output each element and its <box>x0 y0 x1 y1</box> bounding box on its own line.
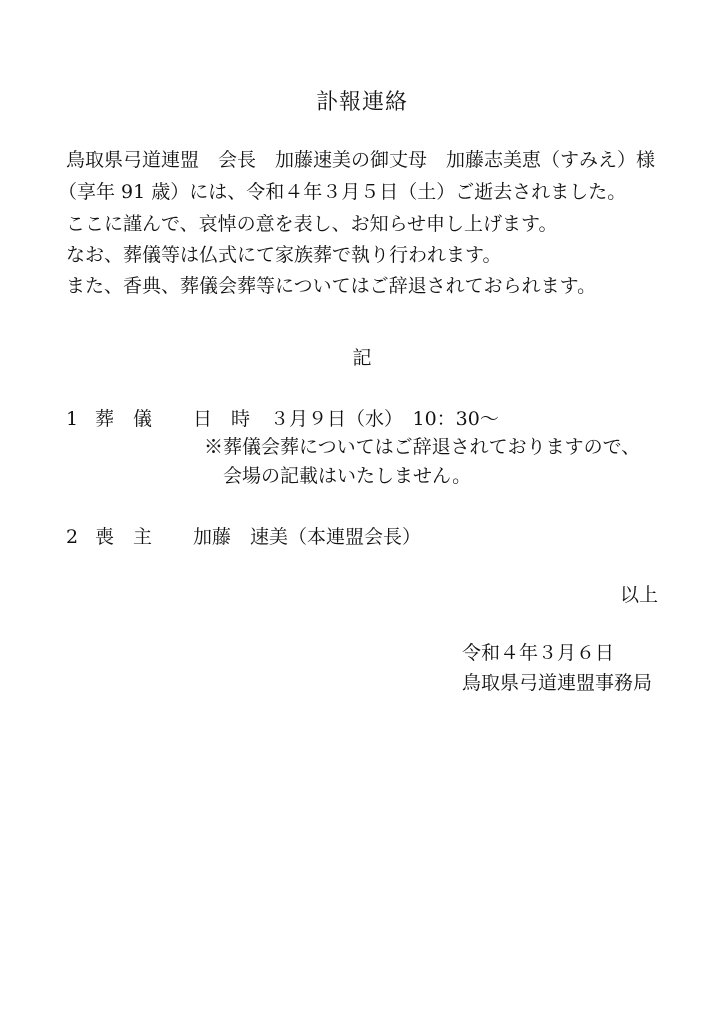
document-title: 訃報連絡 <box>315 90 408 115</box>
body-line-2: （享年 91 歳）には、令和４年３月５日（土）ご逝去されました。 <box>58 181 627 203</box>
item-2-label: 喪 主 <box>95 526 153 548</box>
body-line-3: ここに謹んで、哀悼の意を表し、お知らせ申し上げます。 <box>66 213 558 235</box>
item-1-note-1: ※葬儀会葬についてはご辞退されておりますので、 <box>204 436 641 458</box>
item-1-note-2: 会場の記載はいたしません。 <box>223 465 472 487</box>
issue-date: 令和４年３月６日 <box>462 642 615 664</box>
ki-heading: 記 <box>352 347 372 369</box>
body-line-1: 鳥取県弓道連盟 会長 加藤速美の御丈母 加藤志美恵（すみえ）様 <box>66 149 656 171</box>
body-line-4: なお、葬儀等は仏式にて家族葬で執り行われます。 <box>66 244 502 266</box>
issuer-name: 鳥取県弓道連盟事務局 <box>462 672 653 694</box>
item-1-value: ３月９日（水） 10：30～ <box>270 408 499 430</box>
item-1-label: 葬 儀 <box>95 408 153 430</box>
item-2-number: 2 <box>66 526 79 548</box>
item-2-value: 加藤 速美（本連盟会長） <box>193 526 422 548</box>
item-1-sub-label: 日 時 <box>193 408 251 430</box>
body-line-5: また、香典、葬儀会葬等についてはご辞退されておられます。 <box>66 275 597 297</box>
item-1-number: 1 <box>66 408 79 430</box>
closing-text: 以上 <box>619 584 658 606</box>
